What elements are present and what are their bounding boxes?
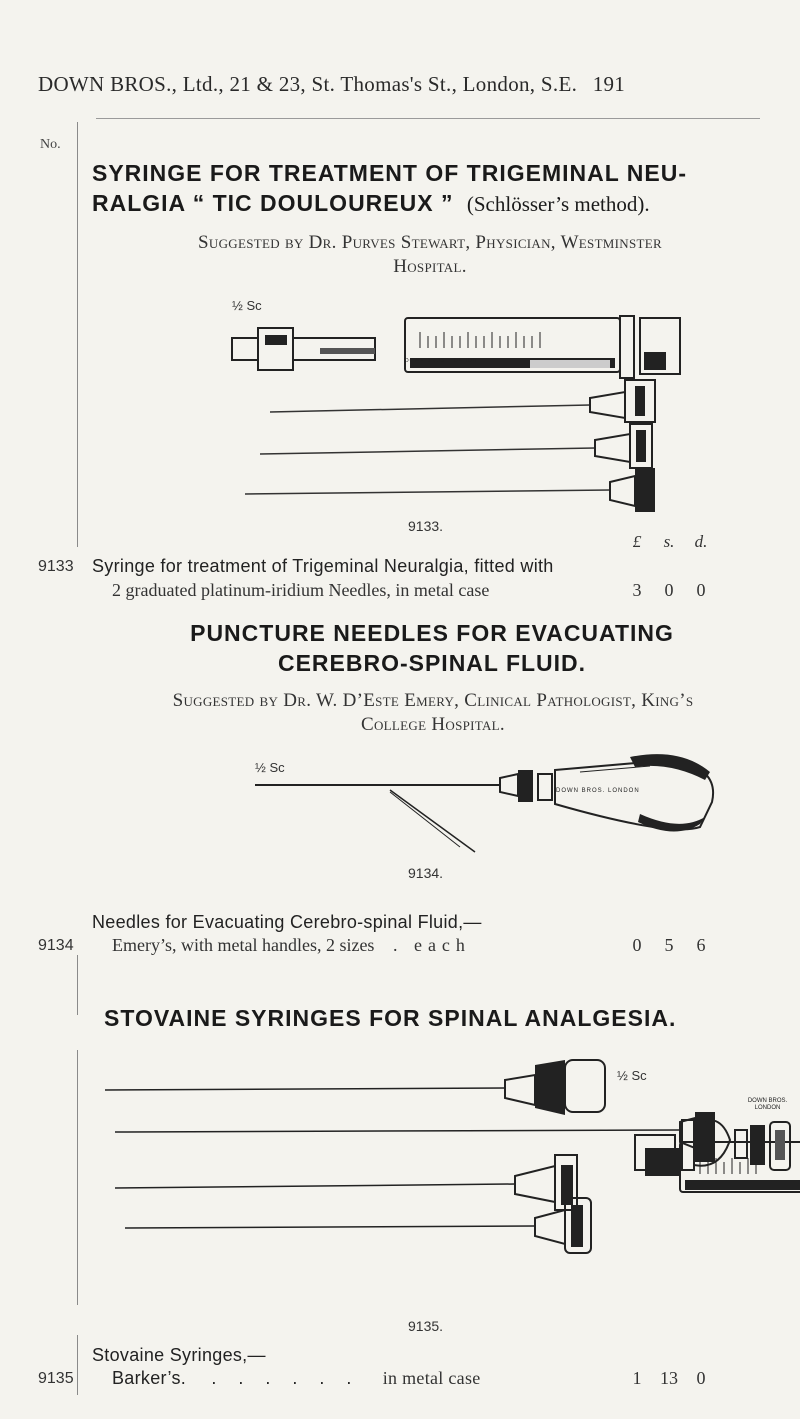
figure-9135-number: 9135. [408, 1318, 444, 1334]
catalog-number-9133: 9133 [38, 558, 74, 575]
catalog-number-9134: 9134 [38, 937, 74, 954]
figure-9134-stamp: DOWN BROS. LONDON [556, 788, 640, 794]
section-9133-scale: ½ Sc [232, 298, 262, 313]
item-9135-line2: Barker’s. ...... in metal case [112, 1368, 481, 1388]
price-9135 [621, 1368, 717, 1389]
figure-9133-number: 9133. [408, 518, 444, 534]
section-9133-title-line1: SYRINGE FOR TREATMENT OF TRIGEMINAL NEU- [92, 160, 687, 186]
item-9135-line1: Stovaine Syringes,— [92, 1345, 266, 1365]
section-9134-scale: ½ Sc [255, 760, 285, 775]
item-9134-suffix: . each [392, 935, 471, 955]
currency-pounds: £ [632, 532, 642, 551]
section-9134-title-line2: CEREBRO-SPINAL FLUID. [277, 650, 587, 676]
price-9134-pence: 6 [696, 935, 706, 955]
margin-rule-2 [77, 955, 78, 1015]
price-9133 [621, 580, 717, 601]
currency-header [621, 532, 717, 552]
price-9134 [621, 935, 717, 956]
section-9133-suggested-line2: Hospital. [393, 256, 467, 277]
section-9135-scale: ½ Sc [617, 1068, 647, 1083]
catalog-number-9135: 9135 [38, 1370, 74, 1387]
section-9133-title-suffix: (Schlösser’s method). [466, 192, 650, 216]
header-text: DOWN BROS., Ltd., 21 & 23, St. Thomas's St., London, S.E. [38, 72, 578, 96]
price-9134-pounds: 0 [632, 935, 642, 955]
section-9134-title-line1: PUNCTURE NEEDLES FOR EVACUATING [190, 620, 674, 646]
item-9133-line1: Syringe for treatment of Trigeminal Neuralgia, fitted with [92, 556, 554, 576]
price-9135-shillings: 13 [660, 1368, 678, 1388]
figure-9134-number: 9134. [408, 865, 444, 881]
section-9134-suggested-line1: Suggested by Dr. W. D’Este Emery, Clinical Pathologist, King’s [172, 690, 694, 711]
price-9135-pence: 0 [696, 1368, 706, 1388]
margin-rule-3 [77, 1050, 78, 1305]
page-number: 191 [592, 72, 626, 96]
item-9135-suffix: in metal case [382, 1368, 481, 1388]
section-9133-title-line2: RALGIA “ TIC DOULOUREUX ” (Schlösser’s method). [92, 190, 650, 216]
price-9135-pounds: 1 [632, 1368, 642, 1388]
item-9134-line2: Emery’s, with metal handles, 2 sizes . each [112, 935, 471, 955]
price-9133-pounds: 3 [632, 580, 642, 600]
figure-9135-stamp: DOWN BROS. LONDON [747, 1098, 788, 1111]
column-label: No. [40, 137, 61, 152]
section-9135-title: STOVAINE SYRINGES FOR SPINAL ANALGESIA. [104, 1005, 677, 1031]
page-header [38, 72, 625, 97]
currency-pence: d. [694, 532, 708, 551]
figure-9135-end-pieces [680, 1100, 795, 1200]
price-9133-shillings: 0 [664, 580, 674, 600]
price-9133-pence: 0 [696, 580, 706, 600]
section-9133-suggested-line1: Suggested by Dr. Purves Stewart, Physician, Westminster [198, 232, 662, 253]
item-9133-line2: 2 graduated platinum-iridium Needles, in metal case [112, 580, 490, 600]
section-9134-suggested-line2: College Hospital. [361, 714, 505, 735]
figure-9133-syringe [230, 300, 750, 515]
item-9134-line1: Needles for Evacuating Cerebro-spinal Fluid,— [92, 912, 482, 932]
margin-rule-1 [77, 122, 78, 547]
currency-shillings: s. [663, 532, 675, 551]
margin-rule-4 [77, 1335, 78, 1395]
figure-9133-stamp: DOWN BROS. LONDON [405, 358, 478, 364]
price-9134-shillings: 5 [664, 935, 674, 955]
figure-9134-needles [250, 752, 730, 862]
header-rule [96, 118, 760, 119]
